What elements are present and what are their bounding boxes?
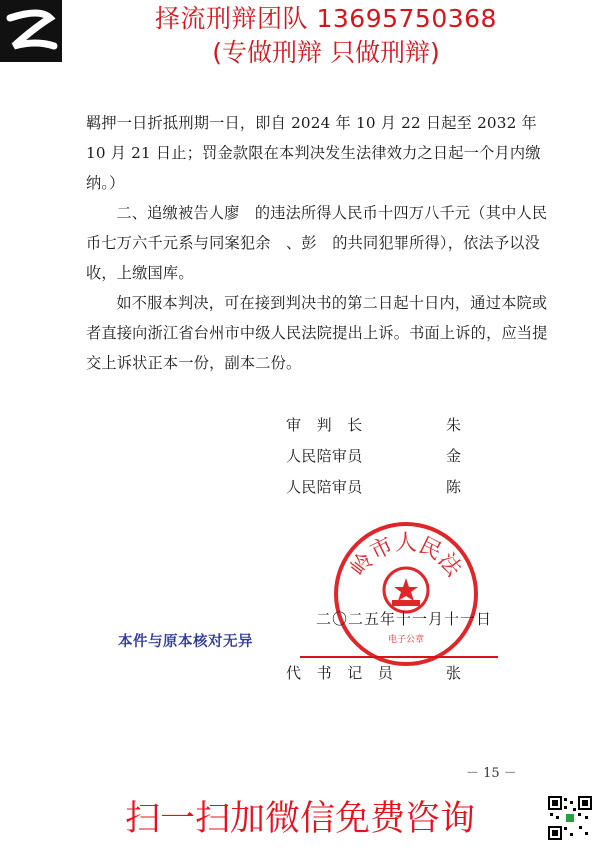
court-seal [330, 518, 482, 670]
national-emblem-icon [384, 568, 428, 612]
juror-title: 人民陪审员 [286, 447, 363, 465]
contact-banner [62, 2, 590, 70]
judgment-date: 二〇二五年十一月十一日 [316, 610, 493, 628]
juror-title: 人民陪审员 [286, 478, 363, 496]
paragraph-appeal: 如不服本判决，可在接到判决书的第二日起十日内，通过本院或者直接向浙江省台州市中级人民法院提出上诉。书面上诉的，应当提交上诉状正本一份，副本二份。 [86, 294, 548, 372]
banner-subtitle: (专做刑辩 只做刑辩) [212, 38, 440, 67]
signature-block [286, 414, 486, 504]
chief-judge-name: 朱 [446, 416, 462, 434]
document-body [86, 108, 556, 378]
seal-text: 岭市人民法 [346, 531, 466, 582]
clerk-block [286, 662, 486, 686]
firm-logo [0, 0, 62, 62]
juror-name: 金 [446, 447, 462, 465]
paragraph-confiscation: 二、追缴被告人廖 的违法所得人民币十四万八千元（其中人民币七万六千元系与同案犯余 、彭 的共同犯罪所得），依法予以没收，上缴国库。 [86, 204, 548, 282]
qr-code-icon[interactable] [548, 796, 592, 840]
clerk-title: 代 书 记 员 [286, 664, 394, 682]
paragraph-sentence-continuation: 羁押一日折抵刑期一日，即自 2024 年 10 月 22 日起至 2032 年 10 月 21 日止；罚金款限在本判决发生法律效力之日起一个月内缴纳。） [86, 114, 541, 192]
clerk-name: 张 [446, 664, 462, 682]
chief-judge-title: 审 判 长 [286, 416, 363, 434]
verification-note: 本件与原本核对无异 [118, 634, 253, 650]
seal-label: 电子公章 [387, 635, 425, 645]
juror-name: 陈 [446, 478, 462, 496]
divider-line [300, 656, 498, 658]
footer-call-to-action: 扫一扫加微信免费咨询 [124, 799, 475, 839]
page-number: － 15 － [466, 766, 517, 781]
banner-title: 择流刑辩团队 13695750368 [155, 4, 497, 33]
